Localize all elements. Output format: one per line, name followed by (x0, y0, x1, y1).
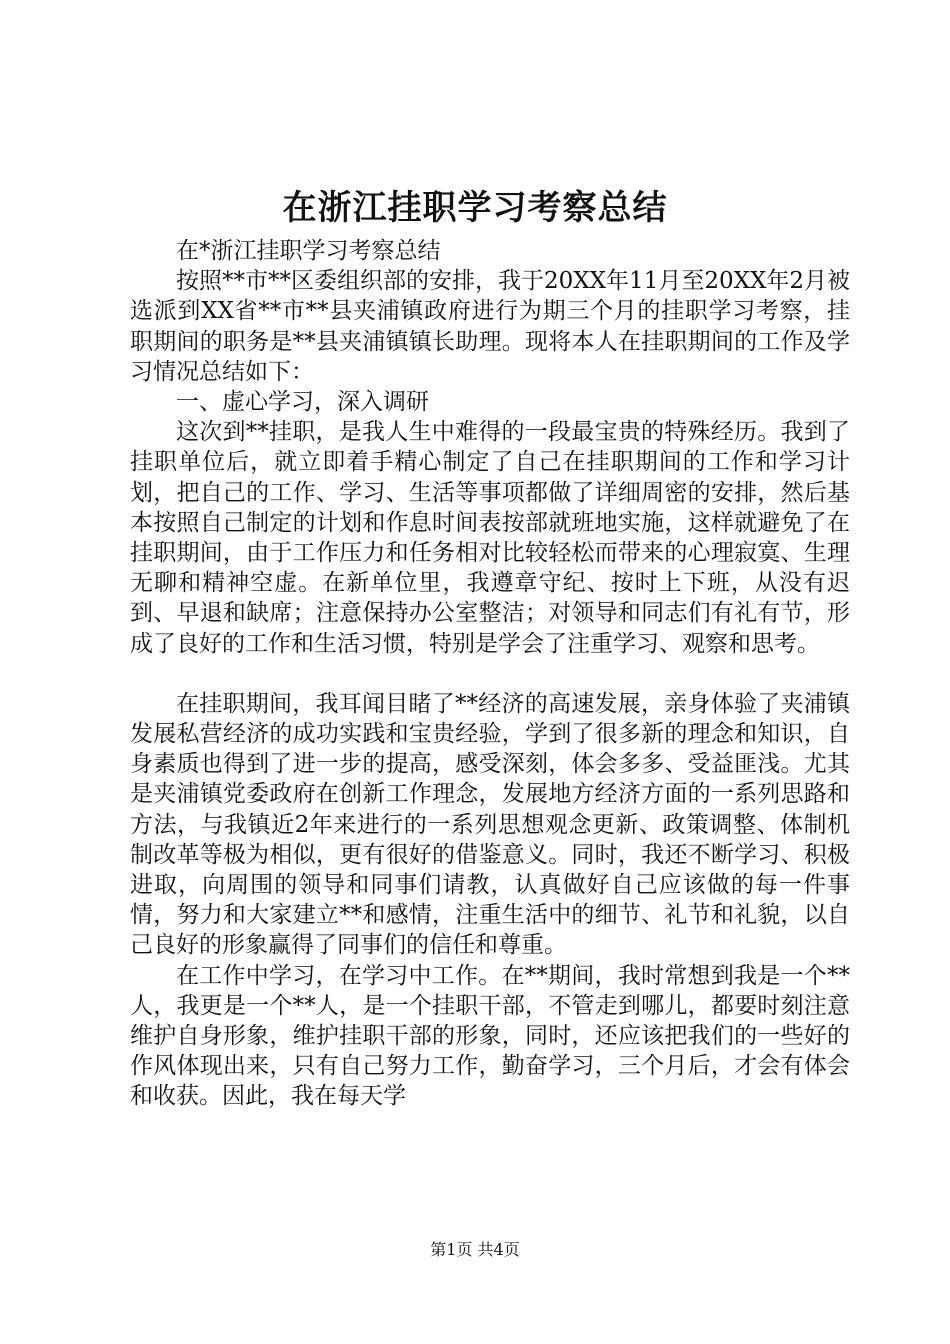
document-body (130, 236, 850, 1112)
document-title: 在浙江挂职学习考察总结 (282, 188, 668, 228)
body-paragraph: 在挂职期间，我耳闻目睹了**经济的高速发展，亲身体验了夹浦镇发展私营经济的成功实践和宝贵经验，学到了很多新的理念和知识，自身素质也得到了进一步的提高，感受深刻，体会多多、受益匪浅。尤其是夹浦镇党委政府在创新工作理念，发展地方经济方面的一系列思路和方法，与我镇近2年来进行的一系列思想观念更新、政策调整、体制机制改革等极为相似，更有很好的借鉴意义。同时，我还不断学习、积极进取，向周围的领导和同事们请教，认真做好自己应该做的每一件事情，努力和大家建立**和感情，注重生活中的细节、礼节和礼貌，以自己良好的形象赢得了同事们的信任和尊重。 (130, 690, 850, 959)
body-paragraph: 在工作中学习，在学习中工作。在**期间，我时常想到我是一个**人，我更是一个**人，是一个挂职干部，不管走到哪儿，都要时刻注意维护自身形象，维护挂职干部的形象，同时，还应该把我们的一些好的作风体现出来，只有自己努力工作，勤奋学习，三个月后，才会有体会和收获。因此，我在每天学 (130, 962, 850, 1110)
intro-paragraph: 按照**市**区委组织部的安排，我于20XX年11月至20XX年2月被选派到XX省**市**县夹浦镇政府进行为期三个月的挂职学习考察，挂职期间的职务是**县夹浦镇镇长助理。现将本人在挂职期间的工作及学习情况总结如下： (130, 268, 850, 385)
body-paragraph: 这次到**挂职，是我人生中难得的一段最宝贵的特殊经历。我到了挂职单位后，就立即着手精心制定了自己在挂职期间的工作和学习计划，把自己的工作、学习、生活等事项都做了详细周密的安排，然后基本按照自己制定的计划和作息时间表按部就班地实施，这样就避免了在挂职期间，由于工作压力和任务相对比较轻松而带来的心理寂寞、生理无聊和精神空虚。在新单位里，我遵章守纪、按时上下班，从没有迟到、早退和缺席；注意保持办公室整洁；对领导和同志们有礼有节，形成了良好的工作和生活习惯，特别是学会了注重学习、观察和思考。 (130, 419, 850, 657)
page-number: 第1页 共4页 (430, 1240, 520, 1259)
section-heading: 一、虚心学习，深入调研 (176, 389, 429, 416)
subtitle-paragraph: 在*浙江挂职学习考察总结 (176, 238, 441, 264)
paragraph-gap (130, 659, 850, 689)
